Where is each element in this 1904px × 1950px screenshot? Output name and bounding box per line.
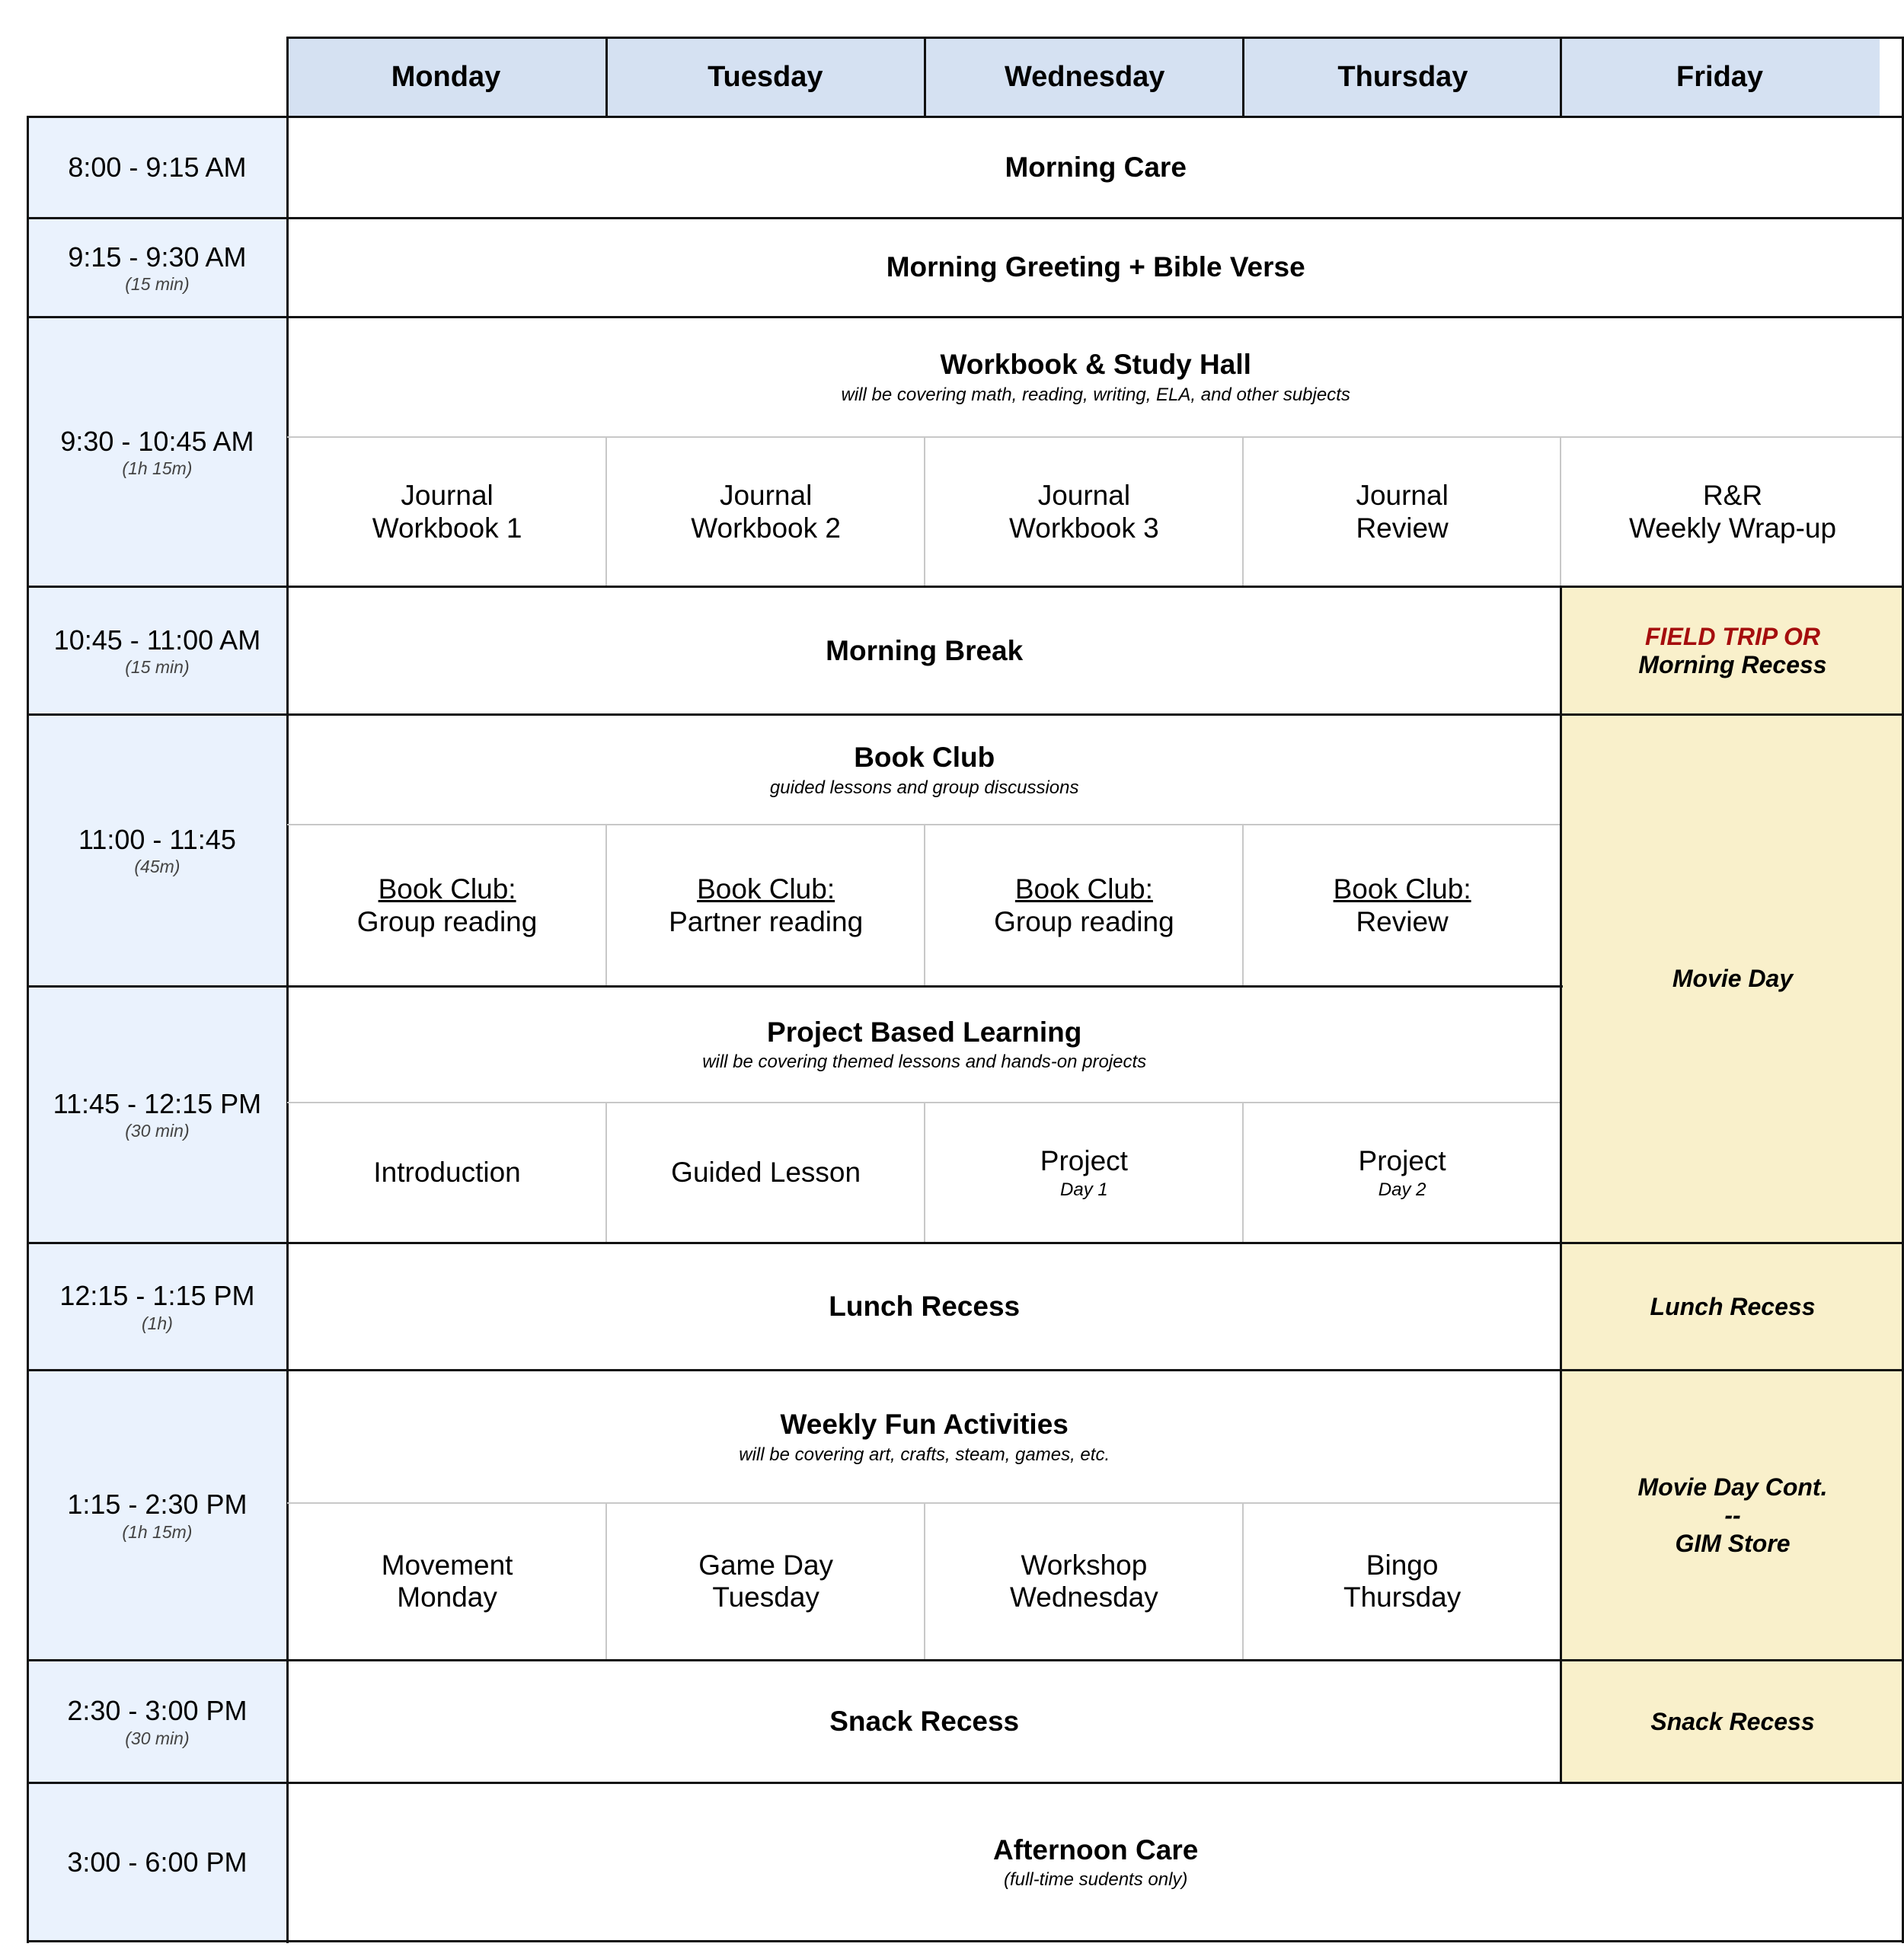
lunch-recess-label: Lunch Recess xyxy=(1650,1292,1816,1320)
snack-recess-block xyxy=(287,1661,1561,1783)
morning-care-block xyxy=(287,116,1904,219)
time-slot xyxy=(27,1243,287,1371)
block-note: will be covering math, reading, writing, ELA, and other subjects xyxy=(841,384,1350,405)
time-label: 9:15 - 9:30 AM xyxy=(68,241,247,273)
cell-line: Group reading xyxy=(356,905,538,937)
cell-line: Workbook 1 xyxy=(372,512,522,544)
book-club-cell-tuesday xyxy=(607,825,925,986)
time-slot xyxy=(27,116,287,219)
movie-day-cont-label: Movie Day Cont. xyxy=(1637,1473,1828,1502)
time-label: 1:15 - 2:30 PM xyxy=(67,1489,248,1521)
fun-activities-header xyxy=(287,1371,1561,1503)
block-title: Workbook & Study Hall xyxy=(940,349,1251,381)
fun-cell-tuesday xyxy=(607,1503,925,1660)
pbl-cell-monday xyxy=(287,1103,606,1243)
block-title: Weekly Fun Activities xyxy=(780,1409,1069,1441)
time-label: 3:00 - 6:00 PM xyxy=(67,1846,248,1878)
morning-greeting-block xyxy=(287,219,1904,317)
cell-line: Journal xyxy=(1356,480,1449,512)
header-wednesday: Wednesday xyxy=(925,37,1244,117)
block-title: Lunch Recess xyxy=(829,1290,1021,1322)
block-title: Morning Care xyxy=(1005,151,1187,183)
cell-line: Book Club: xyxy=(1333,873,1471,905)
pbl-cell-tuesday xyxy=(607,1103,925,1243)
time-slot xyxy=(27,587,287,715)
book-club-cell-monday xyxy=(287,825,606,986)
time-slot xyxy=(27,1783,287,1942)
cell-line: Thursday xyxy=(1343,1581,1462,1613)
cell-line: Journal xyxy=(719,480,813,512)
fun-cell-monday xyxy=(287,1503,606,1660)
cell-line: Project xyxy=(1358,1145,1446,1177)
cell-line: Tuesday xyxy=(712,1581,819,1613)
cell-line: Book Club: xyxy=(697,873,835,905)
block-note: will be covering art, crafts, steam, games, etc. xyxy=(739,1444,1110,1465)
cell-line: Introduction xyxy=(373,1157,521,1189)
time-label: 12:15 - 1:15 PM xyxy=(59,1280,255,1312)
block-title: Snack Recess xyxy=(829,1706,1020,1737)
cell-subline: Day 2 xyxy=(1378,1179,1426,1200)
time-label: 11:00 - 11:45 xyxy=(78,824,236,855)
book-club-cell-wednesday xyxy=(925,825,1244,986)
afternoon-care-block xyxy=(287,1783,1904,1942)
block-title: Project Based Learning xyxy=(767,1016,1082,1048)
header-monday: Monday xyxy=(286,37,605,117)
workbook-cell-monday xyxy=(287,437,606,587)
cell-line: Book Club: xyxy=(378,873,516,905)
duration-label: (15 min) xyxy=(125,657,190,678)
duration-label: (1h 15m) xyxy=(122,1521,193,1542)
cell-line: Review xyxy=(1356,512,1449,544)
cell-line: Workbook 3 xyxy=(1009,512,1159,544)
cell-line: Bingo xyxy=(1366,1549,1439,1581)
pbl-header xyxy=(287,986,1561,1103)
cell-line: Group reading xyxy=(994,905,1174,937)
cell-line: Wednesday xyxy=(1010,1581,1158,1613)
duration-label: (1h 15m) xyxy=(122,458,193,479)
workbook-cell-friday xyxy=(1561,437,1904,587)
time-slot xyxy=(27,1661,287,1783)
cell-line: Review xyxy=(1356,905,1449,937)
time-label: 9:30 - 10:45 AM xyxy=(60,425,254,457)
time-label: 11:45 - 12:15 PM xyxy=(53,1087,262,1119)
cell-line: Guided Lesson xyxy=(671,1157,861,1189)
lunch-recess-block xyxy=(287,1243,1561,1371)
snack-recess-label: Snack Recess xyxy=(1650,1707,1815,1735)
duration-label: (1h) xyxy=(141,1313,173,1333)
block-title: Morning Break xyxy=(826,634,1024,666)
cell-line: Project xyxy=(1040,1145,1128,1177)
block-note: will be covering themed lessons and hands-on projects xyxy=(702,1052,1147,1073)
separator-label: -- xyxy=(1724,1501,1741,1529)
duration-label: (15 min) xyxy=(125,274,190,295)
book-club-header xyxy=(287,715,1561,825)
cell-subline: Day 1 xyxy=(1060,1179,1108,1200)
morning-break-block xyxy=(287,587,1561,715)
time-slot xyxy=(27,1371,287,1661)
block-note: guided lessons and group discussions xyxy=(769,777,1079,798)
workbook-cell-tuesday xyxy=(607,437,925,587)
cell-line: Workbook 2 xyxy=(691,512,841,544)
header-thursday: Thursday xyxy=(1243,37,1562,117)
time-label: 10:45 - 11:00 AM xyxy=(53,624,261,656)
movie-day-label: Movie Day xyxy=(1672,965,1794,993)
time-label: 2:30 - 3:00 PM xyxy=(67,1695,248,1727)
book-club-cell-thursday xyxy=(1243,825,1561,986)
block-title: Morning Greeting + Bible Verse xyxy=(886,251,1305,283)
pbl-cell-wednesday xyxy=(925,1103,1244,1243)
header-friday: Friday xyxy=(1560,37,1879,117)
friday-lunch-recess-cell xyxy=(1561,1243,1904,1371)
block-title: Book Club xyxy=(854,742,995,774)
friday-snack-recess-cell xyxy=(1561,1661,1904,1783)
friday-movie-cont-cell xyxy=(1561,1371,1904,1661)
time-slot xyxy=(27,317,287,587)
workbook-study-hall-header xyxy=(287,317,1904,437)
time-label: 8:00 - 9:15 AM xyxy=(68,152,247,184)
time-slot xyxy=(27,715,287,986)
duration-label: (30 min) xyxy=(125,1121,190,1141)
cell-line: Journal xyxy=(401,480,494,512)
pbl-cell-thursday xyxy=(1243,1103,1561,1243)
cell-line: Game Day xyxy=(698,1549,834,1581)
gim-store-label: GIM Store xyxy=(1675,1529,1791,1557)
friday-field-trip-cell xyxy=(1561,587,1904,715)
block-title: Afternoon Care xyxy=(993,1834,1199,1865)
fun-cell-wednesday xyxy=(925,1503,1244,1660)
cell-line: Partner reading xyxy=(669,905,864,937)
friday-movie-day-cell xyxy=(1561,715,1904,1243)
fun-cell-thursday xyxy=(1243,1503,1561,1660)
header-tuesday: Tuesday xyxy=(605,37,925,117)
cell-line: Journal xyxy=(1037,480,1131,512)
morning-recess-label: Morning Recess xyxy=(1638,650,1827,678)
cell-line: Book Club: xyxy=(1014,873,1153,905)
time-slot xyxy=(27,219,287,317)
block-note: (full-time sudents only) xyxy=(1003,1869,1188,1891)
cell-line: Workshop xyxy=(1021,1549,1148,1581)
duration-label: (45m) xyxy=(134,857,180,877)
grid-line xyxy=(1902,37,1904,116)
field-trip-label: FIELD TRIP OR xyxy=(1645,623,1820,651)
time-slot xyxy=(27,986,287,1243)
cell-line: Monday xyxy=(397,1581,497,1613)
workbook-cell-thursday xyxy=(1243,437,1561,587)
cell-line: R&R xyxy=(1702,480,1763,512)
workbook-cell-wednesday xyxy=(925,437,1244,587)
cell-line: Weekly Wrap-up xyxy=(1628,512,1837,544)
cell-line: Movement xyxy=(381,1549,513,1581)
duration-label: (30 min) xyxy=(125,1728,190,1748)
